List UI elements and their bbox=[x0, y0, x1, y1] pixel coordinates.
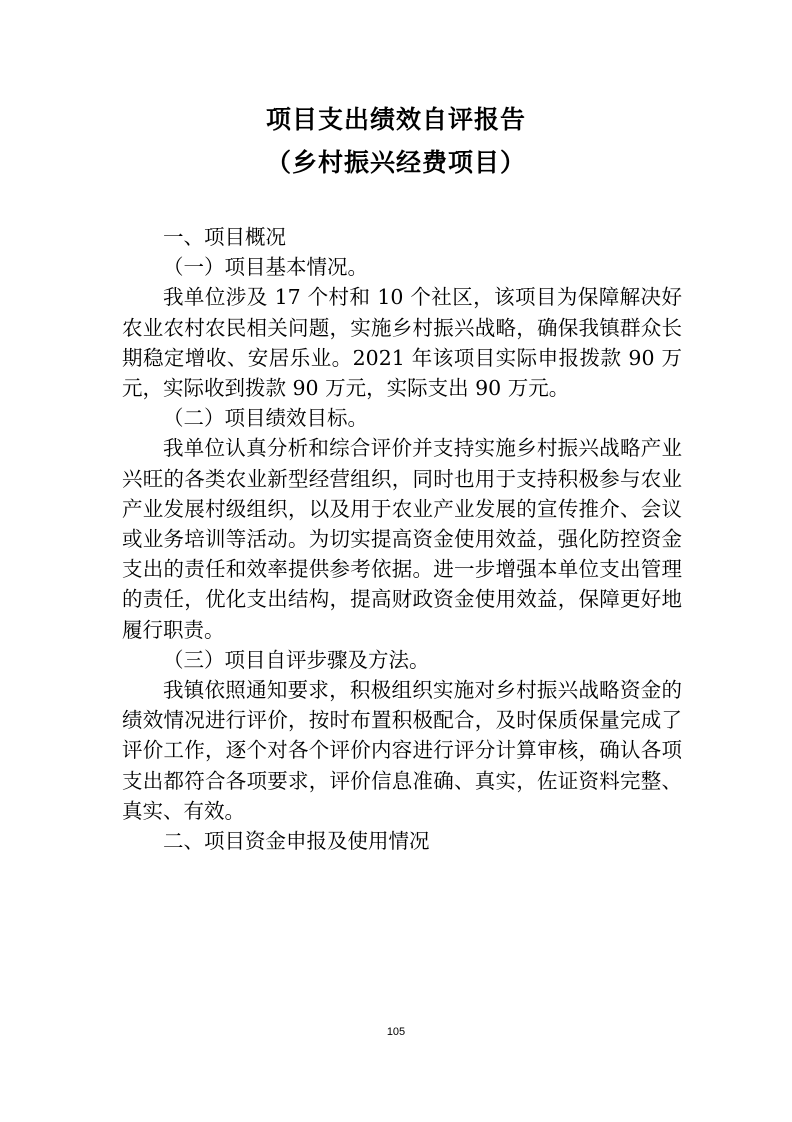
paragraph-performance-goals: 我单位认真分析和综合评价并支持实施乡村振兴战略产业兴旺的各类农业新型经营组织，同时也用于支持积极参与农业产业发展村级组织，以及用于农业产业发展的宣传推介、会议或业务培训等活动。为切实提高资金使用效益，强化防控资金支出的责任和效率提供参考依据。进一步增强本单位支出管理的责任，优化支出结构，提高财政资金使用效益，保障更好地履行职责。 bbox=[122, 436, 682, 642]
subsection-heading-1-3: （三）项目自评步骤及方法。 bbox=[163, 647, 430, 672]
section-heading-1: 一、项目概况 bbox=[163, 225, 286, 249]
subsection-heading-1-1: （一）项目基本情况。 bbox=[163, 255, 368, 280]
paragraph-basic-info: 我单位涉及 17 个村和 10 个社区，该项目为保障解决好农业农村农民相关问题，实施乡村振兴战略，确保我镇群众长期稳定增收、安居乐业。2021 年该项目实际申报拨款 90 万元，实际收到拨款 90 万元，实际支出 90 万元。 bbox=[122, 285, 682, 401]
report-title: 项目支出绩效自评报告 bbox=[265, 105, 526, 134]
report-subtitle: （乡村振兴经费项目） bbox=[265, 148, 526, 177]
subsection-heading-1-2: （二）项目绩效目标。 bbox=[163, 406, 368, 431]
paragraph-evaluation-method: 我镇依照通知要求，积极组织实施对乡村振兴战略资金的绩效情况进行评价，按时布置积极配合，及时保质保量完成了评价工作，逐个对各个评价内容进行评分计算审核，确认各项支出都符合各项要求，评价信息准确、真实，佐证资料完整、真实、有效。 bbox=[122, 678, 682, 823]
report-body bbox=[122, 222, 682, 856]
section-heading-2: 二、项目资金申报及使用情况 bbox=[163, 829, 430, 854]
page-number: 105 bbox=[386, 1026, 406, 1038]
